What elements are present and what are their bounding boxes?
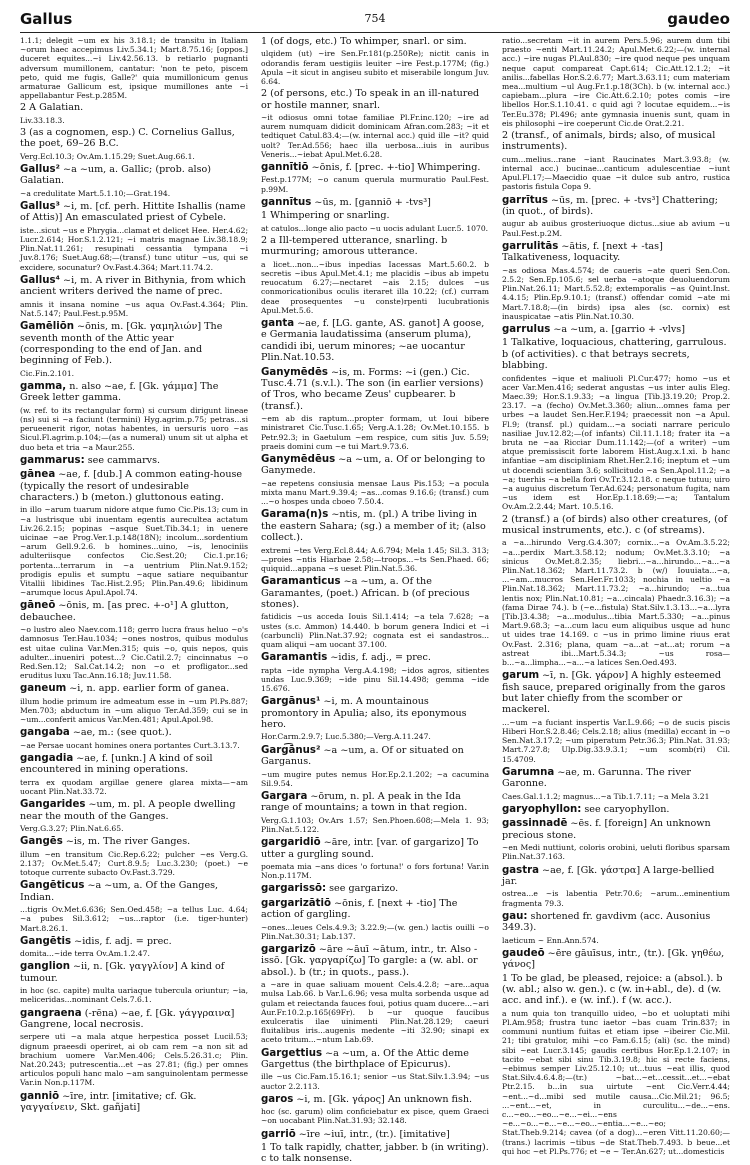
citation-text: ...tigris Ov.Met.6.636; Sen.Oed.458; ~a tellus Luc. 4.64; ~a pubes Sil.3.612; ~us...raptor (i.e. tiger-hunter) Mart.8.26.1. <box>20 905 248 933</box>
headword: ganta <box>261 317 295 329</box>
dictionary-entry <box>502 865 730 908</box>
dictionary-entry <box>20 727 248 750</box>
definition-text: see caryophyllon. <box>581 803 670 815</box>
headword: gaudeō <box>502 947 545 959</box>
definition-text: ~a ~um, a. Of the Attic deme Gargettus (the birthplace of Epicurus). <box>261 1047 469 1071</box>
definition-text: ~a ~um, a. Of the Ganges, Indian. <box>20 880 219 903</box>
dictionary-entry <box>502 948 730 1156</box>
citation-text: ...~um ~a fuciant inspertis Var.L.9.66; ~o de sucis piscis Hiberi Hor.S.2.8.46; Cels.2.18; alius (medilla) eccant in ~o Sen.Nat.3.17.2; ~um piperatum Petr.36.3; Plin.Nat. 31.93; Mart.7.27.8; Ulp.Dig.33.9.3.1; ~um scomb(ri) Cil. 15.4709. <box>502 717 730 764</box>
dictionary-entry <box>261 509 489 573</box>
sense-definition: 2 (of persons, etc.) To speak in an ill-natured or hostile manner, snarl. <box>261 88 480 111</box>
headword: gammarus: <box>20 454 85 466</box>
dictionary-entry <box>502 195 730 238</box>
headword: garyophyllon: <box>502 803 582 815</box>
entry-definition <box>20 836 248 847</box>
entry-definition <box>20 961 248 984</box>
dictionary-entry <box>20 836 248 877</box>
entry-definition <box>261 944 489 978</box>
dictionary-entry <box>20 469 248 597</box>
citation-text: amnis it insana nomine ~us aqua Ov.Fast.4.364; Plin. Nat.5.147; Paul.Fest.p.95M. <box>20 299 248 318</box>
citation-text: (w. ref. to its rectangular form) si cursum dirigunt lineae (ns) sui si ~a faciunt (termini) Hyg.agrim.p.75; petras...si perueenerit rigor, notas habentes, in uersuris uoro ~as Sicul.Fl.agrim.p.104;—(as a numeral) unum sit ut alpha et duo beta et tria ~a Maur.255. <box>20 405 248 452</box>
dictionary-entry <box>261 367 489 451</box>
citation-text: rapta ~ide nympha Verg.A.4.198; ~idos agros, sitientes undas Luc.9.369; ~ide pinu Sil.14.498; gemma ~ide 15.676. <box>261 665 489 694</box>
definition-text: ~is, m. Forms: ~i (gen.) Cic. Tusc.4.71 (s.v.l.). The son (in earlier versions) of Tros, who became Zeus' cupbearer. b (transf.). <box>261 366 484 412</box>
headword: Ganymēdēs <box>261 366 328 378</box>
entry-definition <box>261 1048 489 1071</box>
citation-text: a num quia ton tranquillo uideo, ~bo et uoluptati mihi Pl.Am.958; frustra tunc iaetor ~bas cuam Trin.837; in communi nuntium fuitas et etiam ipse ~ibeirer Cic.Mil. 21; tibi gratulor, mihi ~co Fam.6.15; (ali) (sc. the mind) sibi ~eat Lucr.3.145; gaudis certibus Hor.Ep.1.2.107; in tacito ~ebat sibi sinu Tib.3.19.8; hic si recte faciens, ~ebimus semper Liv.25.12.10; ut...tuus ~eat illis, quod Stat.Silv.4.6.4.8;—(tr.) ~bat...~et...cessit...et...~ebat Ptr.2.15. b...in sua uirtute ~ent Cic.Verr.4.44; ~ent...~d...mibi sed mutile causa...Cic.Mil.21; 96.5; ...~ent...~et, in curculitu...~de...~ens. c...~eo...~eo...~e...~ei...~ens ~e...~o...~e...~e...~eo...~entia...~e...~eo; Stat.Theb.9.214; cavea (of a dog)...~eren Vitt.11.20.60;—(trans.) lacrimis ~tibus ~de Stat.Theb.7.493. b beue...et qui hoc ~et Pl.Ps.776; et ~e ~ Ter.An.627; ut...domesticis <box>502 1008 730 1156</box>
citation-text: illum hodie primum ire admeatum esse in ~um Pl.Ps.887; Men.703; abductum in ~um aliquo Ter.Ad.359; cui se in ~um...conferit amicus Var.Men.481; Apul.Apol.98. <box>20 696 248 725</box>
column-1 <box>20 36 248 1114</box>
dictionary-entry <box>20 799 248 833</box>
citation-text: ~um mugire putes nemus Hor.Ep.2.1.202; ~a cacumina Sil.9.54. <box>261 769 489 788</box>
dictionary-entry <box>502 911 730 945</box>
definition-text: (-rēna) ~ae, f. [Gk. γάγγραινα] Gangrene, local necrosis. <box>20 1007 235 1030</box>
entry-definition <box>20 455 248 466</box>
dictionary-entry <box>261 1094 489 1126</box>
dictionary-entry <box>502 241 730 321</box>
entry-definition <box>261 197 489 208</box>
entry-definition <box>261 898 489 921</box>
definition-text: ~ae, m.: (see quot.). <box>69 727 172 739</box>
entry-definition <box>261 1129 489 1140</box>
dictionary-entry <box>20 321 248 378</box>
definition-text: ~āre, intr. [var. of gargarizo] To utter a gurgling sound. <box>261 837 479 860</box>
sense-definition: 2 a Ill-tempered utterance, snarling. b murmuring; amorous utterance. <box>261 234 448 258</box>
headword: gānea <box>20 469 56 481</box>
entry-definition <box>502 865 730 888</box>
entry-definition <box>20 600 248 623</box>
definition-text: see cammarvs. <box>84 454 161 466</box>
definition-text: ~a ~um, a. [garrio + -vlvs] <box>550 323 685 335</box>
dictionary-entry <box>502 324 730 667</box>
definition-text: ~ii, n. [Gk. γαγγλίον] A kind of tumour. <box>20 961 225 984</box>
dictionary-entry <box>261 898 489 941</box>
dictionary-entry <box>261 576 489 649</box>
headword: Gallus² <box>20 164 60 176</box>
sense-definition: 1 (of dogs, etc.) To whimper, snarl. or sim. <box>261 36 467 47</box>
headword: garrulus <box>502 323 551 335</box>
entry-definition <box>261 576 489 610</box>
headword: gargarizātiō <box>261 897 332 909</box>
citation-text: Fest.p.177M; ~o canum querula murmuratio Paul.Fest. p.99M. <box>261 175 489 194</box>
dictionary-entry <box>20 936 248 959</box>
sense-definition: 1 Whimpering or snarling. <box>261 210 390 222</box>
citation-text: Caes.Gal.1.1.2; magnus...~a Tib.1.7.11; ~a Mela 3.21 <box>502 791 710 801</box>
citation-text: Hor.Carm.2.9.7; Luc.5.380;—Verg.A.11.247. <box>261 732 431 742</box>
dictionary-entry <box>502 670 730 764</box>
headword: Gargānus¹ <box>261 696 321 708</box>
sense-definition: 1 To be glad, be pleased, rejoice: a (absol.). b (w. abl.; also w. gen.). c (w. in+abl., de). d (w. acc. and inf.). e (w. inf.). f (w. acc.). <box>502 972 723 1007</box>
dictionary-entry <box>261 883 489 894</box>
headword: Garamanticus <box>261 576 341 588</box>
entry-definition <box>261 883 489 894</box>
citation-text: ulqidem (ut) ~ire Sen.Fr.181(p.250Re); nictit canis in odorandis feram uestigiis leuiter ~ire Fest.p.177M; (fig.) Apula ~it sicut in angiseu subito et miserabile longum Juv. 6.64. <box>261 49 489 87</box>
entry-definition <box>261 162 489 173</box>
definition-text: n. also ~ae, f. [Gk. γάμμα] The Greek letter gamma. <box>20 380 219 404</box>
definition-text: ~ae, f. [LG. gante, AS. ganot] A goose, e Germania laudatissima (anserum pluma), candidi ibi, uerum minores; ~ae uocantur Plin.Nat.10.53. <box>261 317 485 364</box>
dictionary-entry <box>20 880 248 932</box>
definition-text: ~ī, n. [Gk. γάρον] A highly esteemed fish sauce, prepared originally from the garos but later chiefly from the scomber or mackerel. <box>502 670 726 716</box>
dictionary-entry <box>20 1008 248 1088</box>
citation-text: Verg.Ecl.10.3; Ov.Am.1.15.29; Suet.Aug.66.1. <box>20 151 195 161</box>
dictionary-entry <box>20 455 248 466</box>
headword: Gangēs <box>20 836 63 848</box>
definition-text: ~ūs, m. [ganniō + -tvs³] <box>311 196 431 208</box>
column-2 <box>261 36 489 1165</box>
citation-text: ~em ab dis raptum...propter formam, ut Ioui bibere ministraret Cic.Tusc.1.65; Verg.A.1.28; Ov.Met.10.155. b Petr.92.3; in Gaetulum ~em respice, cum sitis Juv. 5.59; praeis domini cum ~e tui Mart.9.73.6. <box>261 414 489 451</box>
entry-definition <box>502 670 730 716</box>
definition-text: ~idis, f. adj. = prec. <box>71 935 172 947</box>
headword: Garama(n)s <box>261 509 329 521</box>
header-rule <box>20 32 730 33</box>
definition-text: ~ae, f. [Gk. γάστρα] A large-bellied jar. <box>502 864 715 887</box>
headword: garrulitās <box>502 240 559 252</box>
citation-text: augur ab auibus grosteriuoque dictus...siue ab avium ~u Paul.Fest.p.2M. <box>502 219 730 238</box>
headword: gangraena <box>20 1007 82 1019</box>
headword: garrītus <box>502 194 548 206</box>
headword: Ganymēdēus <box>261 453 336 465</box>
entry-definition <box>261 696 489 730</box>
dictionary-entry <box>261 318 489 364</box>
definition-text: ~a ~um, a. Gallic; (prob. also) Galatian. <box>20 164 212 187</box>
dictionary-entry <box>502 804 730 815</box>
citation-text: 1.1.1; delegit ~um ex his 3.18.1; de transitu in Italiam ~orum haec accepimus Liv.5.34.1; Mart.8.75.16; [oppos.] duceret equites...~i Liv.42.56.13. b retiarlo pugnanti adversum mumillonem, cantatur: 'non te peto, piscem peto, quid me fugis, Galle?' quia mumillonicum genus armaturae Gallicum est, ipsique mumillones ante ~i appellabantur Fest.p.285M. <box>20 36 248 101</box>
entry-definition <box>261 837 489 860</box>
dictionary-entry <box>261 652 489 693</box>
citation-text: poemata mia ~ans dices 'o fortuna!' o fors fortuna! Var.in Non.p.117M. <box>261 861 489 881</box>
entry-definition <box>20 936 248 947</box>
headword: Gangēticus <box>20 880 85 892</box>
headword: gargarizō <box>261 943 316 955</box>
citation-text: terra ex quodam argillae genere glarea mixta—~am uocant Plin.Nat.33.72. <box>20 777 248 797</box>
citation-text: Verg.G.1.103; Ov.Ars 1.57; Sen.Phoen.608;—Mela 1. 93; Plin.Nat.5.122. <box>261 815 489 834</box>
entry-definition <box>261 652 489 663</box>
dictionary-entry <box>261 696 489 741</box>
entry-definition <box>502 195 730 218</box>
headword: Gallus³ <box>20 201 60 213</box>
definition-text: ~i, n. app. earlier form of ganea. <box>66 683 230 695</box>
citation-text: domita...~ide terra Ov.Am.1.2.47. <box>20 949 150 959</box>
definition-text: ~a ~um, a. Of or situated on Garganus. <box>261 744 464 768</box>
dictionary-entry <box>20 164 248 198</box>
headword: gangadia <box>20 753 74 765</box>
page-header <box>20 10 730 34</box>
headword: Gallus⁴ <box>20 274 60 286</box>
entry-definition <box>20 1091 248 1114</box>
citation-text: ratio...secretam ~it in aurem Pers.5.96; aurem dum tibi praesto ~enti Mart.11.24.2; Apul.Met.6.22;—(w. internal acc.) ~ire nugas Pl.Aul.830; ~ire quod neque pes unquam neque caput compareat Capt.614; Cic.Att.12.1.2; ~it anilis...fabellas Hor.S.2.6.77; Mart.3.63.11; cum materiam mea...multium ~ul Aug.Fr.1.p.18(3Ch). b (w. internal acc.) capiebam...plura ~ire Cic.Att.6.2.10; potes comis ~ire libellos Hor.S.1.10.41. c quid agi ? locutae equidem...~is Ter.Eu.378; Pl.496; ante gymnasia inuenis sunt, quam in eis philosophi ~ire coeperunt Cic.de Orat.2.21. <box>502 36 730 128</box>
citation-text: Cic.Fin.2.101. <box>20 368 75 378</box>
citation-text: in hoc (sc. capite) multa uariaque tubercula oriuntur; ~ia, meliceridas...nominant Cels.7.6.1. <box>20 986 248 1005</box>
definition-text: ~ēs. f. [foreign] An unknown precious stone. <box>502 818 711 841</box>
headword: gau: <box>502 910 528 922</box>
entry-definition <box>20 753 248 776</box>
entry-definition <box>261 1094 489 1105</box>
headword: Gangētis <box>20 935 72 947</box>
headword: ganglion <box>20 961 70 973</box>
dictionary-entry <box>20 381 248 452</box>
citation-text: a ~are in quae saliuam mouent Cels.4.2.8; ~are...aqua mulsa Lab.66. b Var.L.6.96; vesa multa sorbenda usque ad gulam et reiectanda fauces foui, potius quam ducere...~ari Aur.Fr.10.2.p.165(69Fr). b ~ur quoque faucibus exulceratis ilae uinimenti Plin.Nat.28.129; caeuri fluitalibus iris...augenis medente ~iti 32.90; sinapi ex aceto tritum...~ntum Lab.69. <box>261 980 489 1045</box>
dictionary-entry <box>261 1129 489 1165</box>
column-3 <box>502 36 730 1156</box>
citation-text: at catulos...longe alio pacto ~u uocis adulant Lucr.5. 1070. <box>261 223 489 233</box>
dictionary-entry <box>261 36 489 159</box>
entry-definition <box>261 509 489 543</box>
citation-text: ~en Medi nuttiunt, coloris orobini, ueluti floribus sparsam Plin.Nat.37.163. <box>502 843 730 862</box>
definition-text: ~ōnis, m. [as prec. +-o¹] A glutton, debauchee. <box>20 600 229 623</box>
dictionary-entry <box>20 961 248 1004</box>
citation-text: ~a credulitate Mart.5.1.10;—Grat.194. <box>20 188 171 198</box>
entry-definition <box>261 791 489 814</box>
entry-definition <box>20 164 248 187</box>
citation-text: ille ~us Cic.Fam.15.16.1; senior ~us Stat.Silv.1.3.94; ~us auctor 2.2.113. <box>261 1072 489 1091</box>
citation-text: hoc (sc. garum) olim conficiebatur ex pisce, quem Graeci ~on uocabant Plin.Nat.31.93; 32.148. <box>261 1107 489 1126</box>
citation-text: ~o lustro aleo Naev.com.118; gerro lucra fraus heluo ~o's damnosus Ter.Hau.1034; ~ones nostros, quibus modulus est uitae culina Var.Men.315; quis ~o, quis nepos, quis adulter...inueniri potest...? Cic.Catil.2.7; cincinnatus ~o Red.Sen.12; Sal.Cat.14.2; non ~o et profligator...sed eruditus luxu Tac.Ann.16.18; Juv.11.58. <box>20 625 248 681</box>
entry-definition <box>20 727 248 738</box>
headword: gangaba <box>20 727 70 739</box>
definition-text: ~īre, intr. [imitative; cf. Gk. γαγγαίνειν, Skt. gañjati] <box>20 1090 197 1114</box>
dictionary-entry <box>261 944 489 1045</box>
entry-definition <box>20 321 248 367</box>
headword: gannītiō <box>261 162 309 174</box>
citation-text: fatidicis ~us acceda Iouis Sil.1.414; ~a tela 7.628; ~a ustes (s.c. Ammon) 14.440. b borum genera Indici et ~i (carbuncli) Plin.Nat.37.92; cognata est ei sandastros... quam aliqui ~am uocant 37.100. <box>261 612 489 650</box>
citation-text: extremi ~tes Verg.Ecl.8.44; A.6.794; Mela 1.45; Sil.3. 313;—proies ~ntis Hiarbae 2.58;—troops...~ts Sen.Phaed. 66; quiquid...appana ~s ueset Plin.Nat.5.36. <box>261 545 489 574</box>
dictionary-entry <box>502 36 730 192</box>
entry-definition <box>502 818 730 841</box>
citation-text: a ~a...hirundo Verg.G.4.307; cornix...~a Ov.Am.3.5.22; ~a...perdix Mart.3.58.12; nodum; Ov.Met.3.3.10; ~a sinicus Ov.Met.8.2.35; liebri...~a...hirundo...~a...~a Plin.Nat.18.362; Mart.11.73.2. b (w/) Iouuiata...~a, ...~am...mucros Sen.Her.Fr.1033; nochia in ueltio ~a Plin.Nat.18.362; Mart.11.73.2; ~a...hirundo; ~a...tua lentis nox; Plin.Nat.10.81; ~a...cincala) Phaedr.3.16.3); ~a (fama Dirae 74.). b (~e...fistula) Stat.Silv.1.3.13...~a...lyra [Tib.]3.4.38; ~a...modulus...tibia Mart.5.330; ~a...pinus Mart.9.68.3; ~a...cum lacu eum aliquibus usque ad hunc ut uides trae 14.169. c ~us in primo limine riuus erat Ov.Fast. 2.316; plana, quam ~a...at ~at...at; rorum ~a astreat ibi...Mart.5.34.3; ~us rosa—b...~a...limpha...~a...~a latices Sen.Oed.493. <box>502 538 730 668</box>
citation-text: cum...melius...rane ~iant Raucinates Mart.3.93.8; (w. internal acc.) bucinae...canticum adulescentiae ~iunt Apul.Fl.17;—Maecidio quae ~it dulce sub antro, rustica pastoris fistula Copa 9. <box>502 154 730 192</box>
entry-definition <box>20 381 248 404</box>
citation-text: in illo ~arum tuarum nidore atque fumo Cic.Pis.13; cum in ~a lustrisque ubi inuentam egentis aurecultea actatum Liv.26.2.15; popinas ~asque Suet.Tib.34.1; in uenere uicinae ~ae Prog.Ver.1.p.148(18N); incolum...sordentium ~arum Gell.9.2.6. b homines...uino, ~is, lenociniis adulteriisque confectos Cic.Sest.20; Cic.1.pr.16; portenta...terrarum in ~a uentrium Plin.Nat.9.152; prodigis epulis et sumptu ~aque satiare nequibantur Vitallii libidines Tac.Hist.2.95; Plin.Pan.49.6; libidinum ~arumque locus Apul.Apol.74. <box>20 505 248 598</box>
citation-text: a licet...non...~ibus inpedias Iacessas Mart.5.60.2. b secretis ~ibus Apul.Met.4.1; me placidis ~ibus ab impetu reuocatum 6.27;—nectaret ~ais 2.15; dulces ~us conmoricationibus oculis iteraret illa 10.22; (cf.) curram deae prosequentes ~u conste)rpenti lucubrationis Apul.Met.5.6. <box>261 259 489 315</box>
dictionary-entry <box>502 818 730 861</box>
headword: gassinnadē <box>502 818 568 830</box>
headword: gamma, <box>20 380 67 392</box>
citation-text: serpere uti ~a mala atque herpestica posset Lucil.53; dignum praeesdi operiret, ai ob cam rem ~a non sit ad brachium uomere Var.Men.406; Cels.5.26.31.c; Plin. Nat.20.243; putrescentia...et ~as 27.81; (fig.) per omnes articulos populi hanc malo ~am sanguinolentam permesse Var.in Non.p.117M. <box>20 1032 248 1088</box>
headword: Gangarides <box>20 799 86 811</box>
entry-definition <box>20 880 248 903</box>
citation-text: ~it odiosus omni totae familiae Pl.Fr.inc.120; ~ire ad aurem numquam didicit dominicam Afran.com.283; ~it et tedtiquet Catul.83.4;—(w. internal acc.) quid ille ~it? quid uolt? Ter.Ad.556; haec illa uerbosa...iuis in auribus Veneris...~iebat Apul.Met.6.28. <box>261 113 489 159</box>
definition-text: ~ōnis, f. [prec. +-tio] Whimpering. <box>308 162 481 174</box>
citation-text: laeticum ~ Enn.Ann.574. <box>502 935 599 945</box>
definition-text: see gargarizo. <box>326 883 399 895</box>
entry-definition <box>502 241 730 264</box>
entry-definition <box>20 683 248 694</box>
left-guide-word: Gallus <box>20 10 73 28</box>
dictionary-entry <box>20 201 248 272</box>
definition-text: ~āre ~āuī ~ātum, intr., tr. Also -issō. [Gk. γαργαρίζω] To gargle: a (w. abl. or absol.). b (tr.; in quots., pass.). <box>261 943 478 978</box>
entry-definition <box>20 799 248 822</box>
definition-text: ~ntis, m. (pl.) A tribe living in the eastern Sahara; (sg.) a member of it; (also collect.). <box>261 509 486 544</box>
dictionary-entry <box>502 767 730 801</box>
headword: Gamēliōn <box>20 321 74 333</box>
sense-definition: 2 A Galatian. <box>20 102 84 114</box>
entry-definition <box>502 767 730 790</box>
dictionary-entry <box>261 197 489 315</box>
headword: gāneō <box>20 600 56 612</box>
definition-text: ~ae, f. [dub.] A common eating-house (typically the resort of undesirable characters.) b (meton.) gluttonous eating. <box>20 469 243 503</box>
definition-text: ~a ~um, a. Of or belonging to Ganymede. <box>261 453 486 477</box>
definition-text: ~i, m. A river in Bithynia, from which ancient writers derived the name of prec. <box>20 274 246 298</box>
dictionary-entry <box>261 1048 489 1091</box>
citation-text: illum ~en transitum Cic.Rep.6.22; pulcher ~es Verg.G. 2.137; Ov.Met.5.47; Curt.8.9.5; Luc.3.230; (poet.) ~e totoque currente subacto Ov.Fast.3.729. <box>20 849 248 878</box>
entry-definition <box>502 324 730 335</box>
definition-text: ~īre ~iuī, intr., (tr.). [imitative] <box>295 1128 450 1140</box>
citation-text: Verg.G.3.27; Plin.Nat.6.65. <box>20 824 124 834</box>
definition-text: ~ae, f. [unkn.] A kind of soil encountered in mining operations. <box>20 753 213 776</box>
citation-text: iste...sicut ~us e Phrygia...clamat et delicet Hee. Her.4.62; Lucr.2.614; Hor.S.1.2.121; ~i matris magnae Liv.38.18.9; Plin.Nat.11.261; resupinati cessantia tympana ~i Juv.8.176; Suet.Aug.68;—(transf.) tunc utitur ~us, qui se excidere, socunatur? Ov.Fast.4.364; Mart.11.74.2. <box>20 225 248 272</box>
entry-definition <box>502 804 730 815</box>
citation-text: confidentes ~ique et maliuoli Pl.Cur.477; homo ~us et acer Var.Men.416; sederat angustas ~us inter aulis Eleg. Maec.39; Hor.S.1.9.33; ~a lingua [Tib.]3.19.20; Prop.2. 23.17. ~a (fecho) Ov.Met.3.360; aliun...omnes fama per urbes ~a laudet Sen.Her.F.194; praecessit non ~a Apul. Fl.9; (transf. pl.) quidam...~a sociati narrare periculo nasiliae Juv.12.82;—(of infants) Cil.11.1.18; frater ita ~a bruta ne ~aa Ricciar Dum.11.142;—(of a writer) ~um atque premissiscit forte laborem Hist.Aug.x.1.xi. b hanc infantiae ~am discipliniam Rhet.Her.2.16; ineptum et ~um ut docendi scientiam 3.6; sollicitudo ~a Sen.Apol.11.2; ~a ~a; tuerhis ~a bella fori Ov.Tr.3.12.18. c neque tutuu; uiro ~a auguius discretum Ter.Ad.624; personatum fugita, nam ~us idem est Hor.Ep.1.18.69;—~a; Tantalum Ov.Am.2.2.44; Mart. 10.5.16. <box>502 373 730 512</box>
dictionary-entry <box>20 753 248 796</box>
entry-definition <box>261 454 489 477</box>
dictionary-entry <box>261 745 489 788</box>
headword: Gargara <box>261 790 308 802</box>
entry-definition <box>502 948 730 971</box>
definition-text: ~a ~um, a. Of the Garamantes, (poet.) African. b (of precious stones). <box>261 576 470 611</box>
headword: Garg͡ānus² <box>261 744 321 756</box>
headword: garos <box>261 1093 294 1105</box>
definition-text: ~ōrum, n. pl. A peak in the Ida range of mountains; a town in that region. <box>261 790 468 814</box>
definition-text: ~ōnis, f. [next + -tio] The action of gargling. <box>261 897 458 921</box>
citation-text: ~ae repetens consiusia mensae Laus Pis.153; ~a poculа mixta manu Mart.9.39.4; ~as...comas 9.16.6; (transf.) cum ...~o hospes unda cboeo 7.50.4. <box>261 478 489 507</box>
dictionary-entry <box>20 683 248 724</box>
definition-text: ~ūs, m. [prec. + -tvs³] Chattering; (in quot., of birds). <box>502 194 719 218</box>
headword: Garamantis <box>261 652 328 664</box>
definition-text: ~is, m. The river Ganges. <box>62 836 191 848</box>
entry-definition <box>20 1008 248 1031</box>
citation-text: Liv.33.18.3. <box>20 115 65 125</box>
sense-definition: 1 To talk rapidly, chatter, jabber. b (in writing). c to talk nonsense. <box>261 1142 489 1165</box>
dictionary-entry <box>20 36 248 161</box>
citation-text: ~ae Persae uocant homines onera portantes Curt.3.13.7. <box>20 740 240 750</box>
dictionary-columns <box>20 36 730 1165</box>
entry-definition <box>261 318 489 364</box>
headword: garriō <box>261 1128 296 1140</box>
headword: Garumna <box>502 766 555 778</box>
definition-text: ~i, m. A mountainous promontory in Apulia; also, its eponymous hero. <box>261 696 467 731</box>
definition-text: ~ēre gāuīsus, intr., (tr.). [Gk. γηθέω, γάνος] <box>502 947 725 971</box>
headword: ganeum <box>20 683 67 695</box>
entry-definition <box>261 367 489 413</box>
entry-definition <box>20 275 248 298</box>
definition-text: ~i, m. [Gk. γάρος] An unknown fish. <box>293 1093 473 1105</box>
page-number: 754 <box>364 12 386 25</box>
definition-text: shortened fr. gavdivm (acc. Ausonius 349.3). <box>502 910 711 934</box>
citation-text: ~as odiosa Mas.4.574; de caueris ~ate queri Sen.Con. 2.5.2; Sen.Ep.105.6; sel uerba ~atoque deuoluendorum Plin.Nat.26.11; Mart.5.52.8; extemporalis ~as Quint.Inst. 4.4.15; Plin.Ep.9.10.1; (transf.) offendar comid ~ate mi Mart.7.18.8;—(in birds) ipsa ales (sc. cornix) est inauspicatae ~atis Plin.Nat.10.30. <box>502 265 730 321</box>
entry-definition <box>20 469 248 503</box>
headword: gargarissō: <box>261 883 327 895</box>
sense-definition: 3 (as a cognomen, esp.) C. Cornelius Gallus, the poet, 69–26 B.C. <box>20 127 235 150</box>
citation-text: ostrea...e ~is labentia Petr.70.6; ~arum...eminentium fragmenta 79.3. <box>502 889 730 908</box>
definition-text: ~um, m. pl. A people dwelling near the mouth of the Ganges. <box>20 799 236 822</box>
definition-text: ~idis, f. adj., = prec. <box>327 652 431 664</box>
dictionary-entry <box>20 275 248 318</box>
entry-definition <box>261 745 489 768</box>
dictionary-entry <box>20 600 248 680</box>
headword: ganniō <box>20 1090 60 1102</box>
headword: gargaridiō <box>261 837 321 849</box>
headword: gastra <box>502 864 539 876</box>
definition-text: ~ātis, f. [next + -tas] Talkativeness, loquacity. <box>502 240 663 264</box>
dictionary-entry <box>261 837 489 880</box>
headword: garum <box>502 670 540 682</box>
sense-definition: 2 (transf.) a (of birds) also other creatures, (of musical instruments, etc.). c (of streams). <box>502 513 728 536</box>
dictionary-entry <box>20 1091 248 1114</box>
sense-definition: 2 (transf., of animals, birds; also, of musical instruments). <box>502 130 716 153</box>
definition-text: ~i, m. [cf. perh. Hittite Ishallis (name of Attis)] An emasculated priest of Cybele. <box>20 201 246 224</box>
entry-definition <box>502 911 730 934</box>
sense-definition: 1 Talkative, loquacious, chattering, garrulous. b (of activities). c that betrays secrets, blabbing. <box>502 337 727 372</box>
dictionary-entry <box>261 162 489 194</box>
dictionary-entry <box>261 454 489 506</box>
headword: gannītus <box>261 196 312 208</box>
headword: Gargettius <box>261 1047 323 1059</box>
entry-definition <box>20 201 248 224</box>
right-guide-word: gaudeo <box>667 10 730 28</box>
definition-text: ~ae, m. Garunna. The river Garonne. <box>502 766 692 790</box>
citation-text: ~ones...leues Cels.4.9.3; 3.22.9;—(w. gen.) lactis ouilli ~o Plin.Nat.30.31; Lab.137. <box>261 922 489 941</box>
definition-text: ~ōnis, m. [Gk. γαμηλιών] The seventh month of the Attic year (corresponding to the end of Jan. and beginning of Feb.). <box>20 321 223 367</box>
dictionary-entry <box>261 791 489 834</box>
